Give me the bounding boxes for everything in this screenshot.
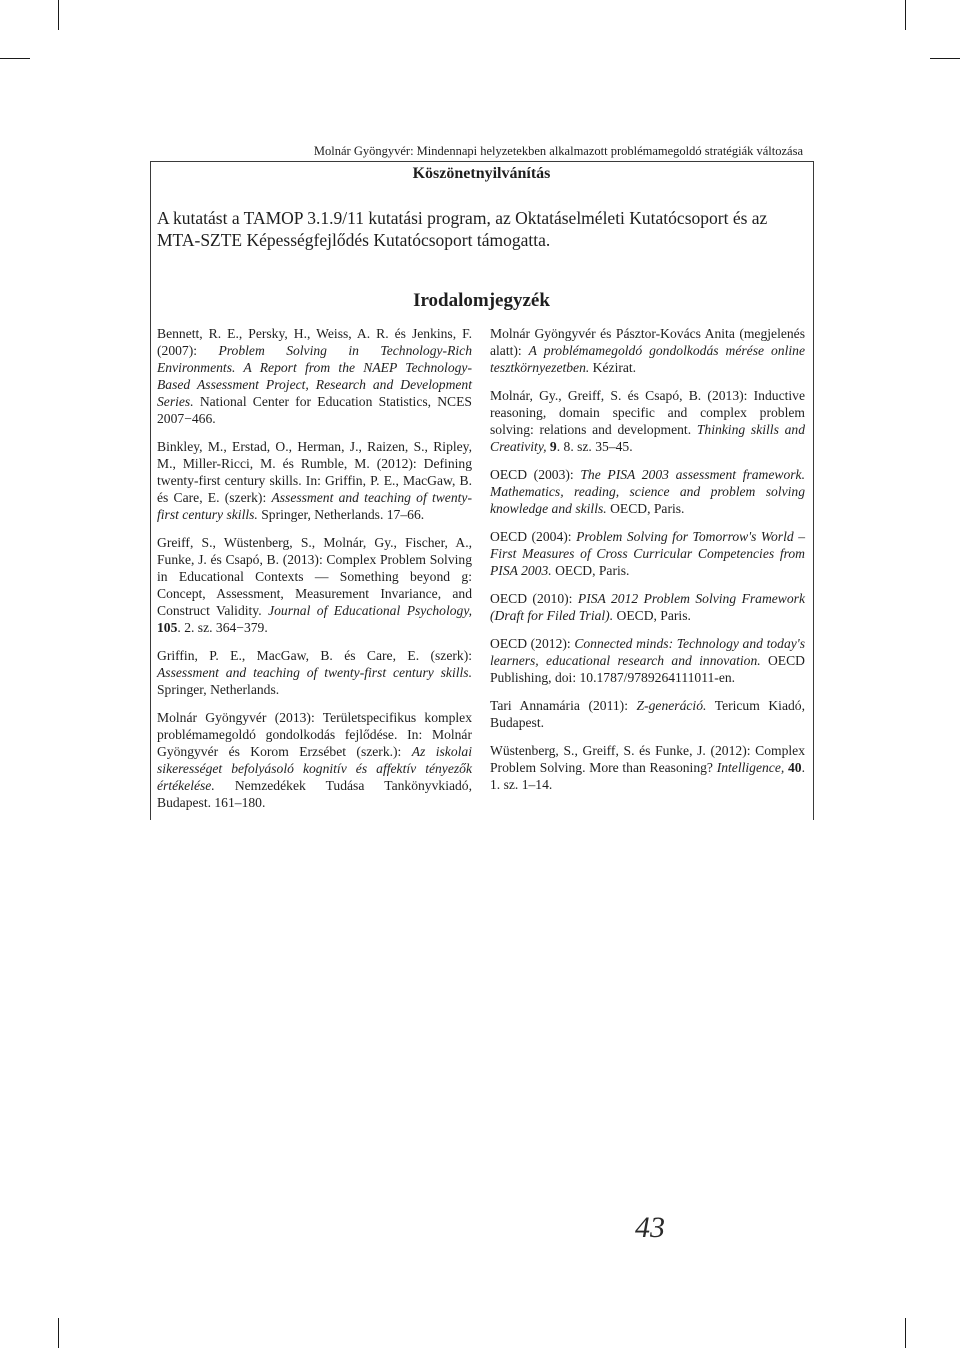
running-head: Molnár Gyöngyvér: Mindennapi helyzetekben alkalmazott problémamegoldó stratégiák változása	[313, 144, 803, 158]
reference-entry: Griffin, P. E., MacGaw, B. és Care, E. (szerk): Assessment and teaching of twenty-first century skills. Springer, Netherlands.	[157, 648, 472, 697]
crop-mark-left-upper	[0, 58, 30, 59]
reference-entry: Bennett, R. E., Persky, H., Weiss, A. R. és Jenkins, F. (2007): Problem Solving in Technology-Rich Environments. A Report from the NAEP Technology-Based Assessment Project, Research and Development Series. National Center for Education Statistics, NCES 2007−466.	[157, 326, 473, 426]
references-right-column	[490, 325, 805, 804]
reference-entry: OECD (2012): Connected minds: Technology and today's learners, educational research and innovation. OECD Publishing, doi: 10.1787/9789264111011-en.	[490, 636, 805, 685]
acknowledgement-title: Köszönetnyilvánítás	[412, 165, 551, 182]
reference-entry: Binkley, M., Erstad, O., Herman, J., Raizen, S., Ripley, M., Miller-Ricci, M. és Rumble, M. (2012): Defining twenty-first century skills. In: Griffin, P. E., MacGaw, B. és Care, E. (szerk): Assessment and teaching of twenty-first century skills. Springer, Netherlands. 17–66.	[157, 439, 472, 522]
crop-mark-bottom-right	[905, 1318, 906, 1348]
crop-mark-right-upper	[930, 58, 960, 59]
reference-entry: OECD (2010): PISA 2012 Problem Solving Framework (Draft for Filed Trial). OECD, Paris.	[490, 591, 805, 623]
left-margin-rule	[150, 161, 151, 820]
header-rule	[150, 161, 813, 162]
references-title: Irodalomjegyzék	[413, 290, 550, 311]
right-margin-rule	[813, 161, 814, 820]
acknowledgement-text: A kutatást a TAMOP 3.1.9/11 kutatási program, az Oktatáselméleti Kutatócsoport és az MTA-SZTE Képességfejlődés Kutatócsoport támogatta.	[157, 208, 768, 250]
crop-mark-top-left	[58, 0, 59, 30]
references-left-column	[157, 325, 472, 822]
crop-mark-bottom-left	[58, 1318, 59, 1348]
reference-entry: Molnár Gyöngyvér (2013): Területspecifikus komplex problémamegoldó gondolkodás fejlődése. In: Molnár Gyöngyvér és Korom Erzsébet (szerk.): Az iskolai sikerességet befolyásoló kognitív és affektív tényezők értékelése. Nemzedékek Tudása Tankönyvkiadó, Budapest. 161–180.	[157, 710, 472, 810]
page-number: 43	[635, 1211, 665, 1244]
reference-entry: OECD (2003): The PISA 2003 assessment framework. Mathematics, reading, science and problem solving knowledge and skills. OECD, Paris.	[490, 467, 805, 516]
reference-entry: OECD (2004): Problem Solving for Tomorrow's World – First Measures of Cross Curricular Competencies from PISA 2003. OECD, Paris.	[490, 529, 805, 578]
reference-entry: Wüstenberg, S., Greiff, S. és Funke, J. (2012): Complex Problem Solving. More than Reasoning? Intelligence, 40. 1. sz. 1–14.	[490, 743, 805, 792]
crop-mark-top-right	[905, 0, 906, 30]
reference-entry: Tari Annamária (2011): Z-generáció. Tericum Kiadó, Budapest.	[490, 698, 805, 730]
reference-entry: Molnár, Gy., Greiff, S. és Csapó, B. (2013): Inductive reasoning, domain specific and complex problem solving: relations and development. Thinking skills and Creativity, 9. 8. sz. 35–45.	[490, 388, 806, 454]
reference-entry: Molnár Gyöngyvér és Pásztor-Kovács Anita (megjelenés alatt): A problémamegoldó gondolkodás mérése online tesztkörnyezetben. Kézirat.	[490, 326, 805, 375]
reference-entry: Greiff, S., Wüstenberg, S., Molnár, Gy., Fischer, A., Funke, J. és Csapó, B. (2013): Complex Problem Solving in Educational Contexts — Something beyond g: Concept, Assessment, Measurement Invariance, and Construct Validity. Journal of Educational Psychology, 105. 2. sz. 364−379.	[157, 535, 472, 635]
